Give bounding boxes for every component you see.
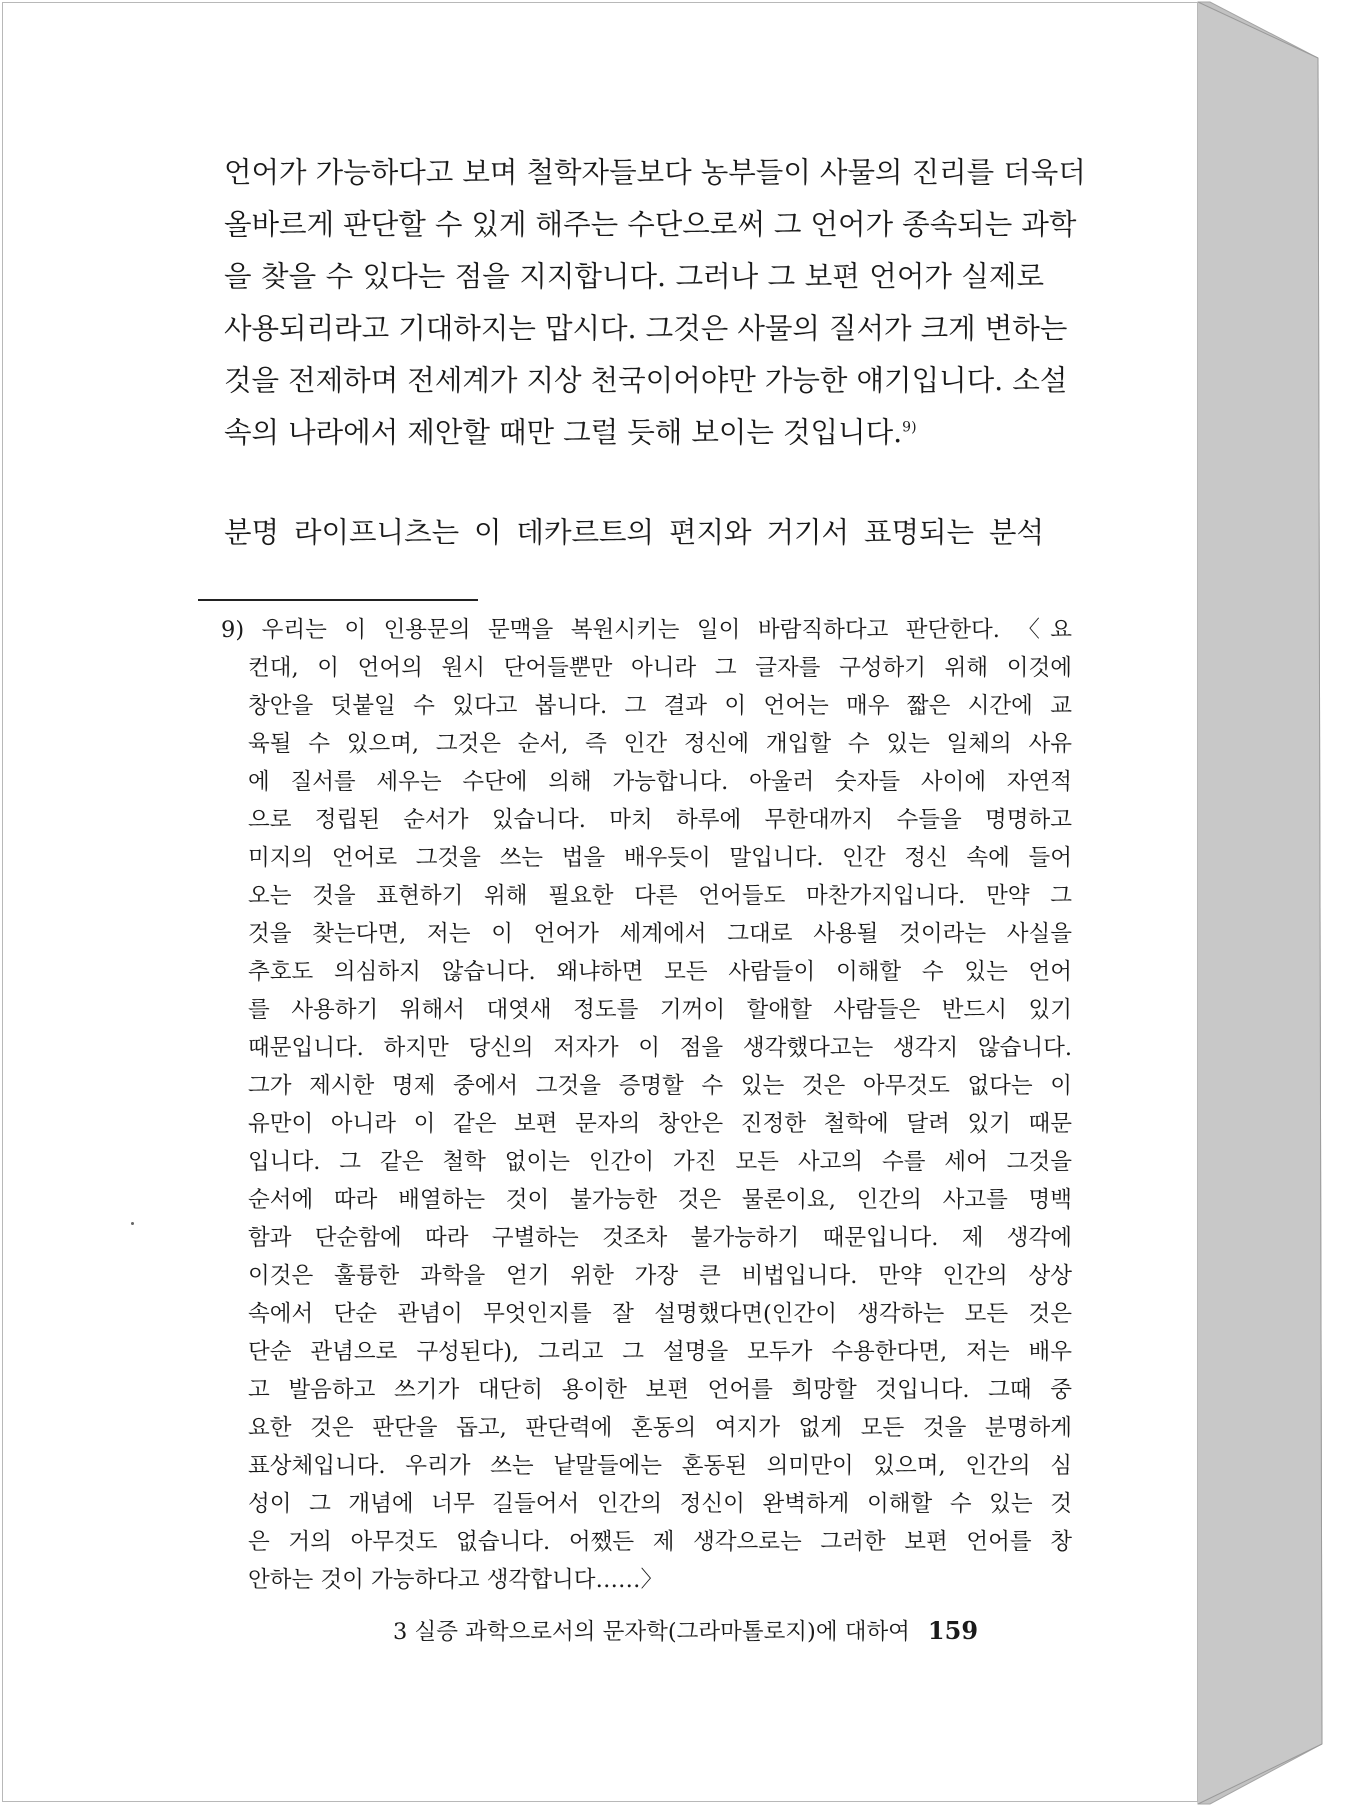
footnote-line: 이것은 훌륭한 과학을 얻기 위한 가장 큰 비법입니다. 만약 인간의 상상 <box>248 1263 1072 1289</box>
footnote-line: 은 거의 아무것도 없습니다. 어쨌든 제 생각으로는 그러한 보편 언어를 창 <box>248 1529 1072 1555</box>
footnote-line: 것을 찾는다면, 저는 이 언어가 세계에서 그대로 사용될 것이라는 사실을 <box>248 921 1072 947</box>
body-line <box>224 413 1044 453</box>
footnote-line: 단순 관념으로 구성된다), 그리고 그 설명을 모두가 수용한다면, 저는 배우 <box>248 1339 1072 1365</box>
body-line: 올바르게 판단할 수 있게 해주는 수단으로써 그 언어가 종속되는 과학 <box>224 208 1077 241</box>
footnote-line: 함과 단순함에 따라 구별하는 것조차 불가능하기 때문입니다. 제 생각에 <box>248 1225 1072 1251</box>
page-number: 159 <box>927 1616 979 1645</box>
footnote-line: 표상체입니다. 우리가 쓰는 낱말들에는 혼동된 의미만이 있으며, 인간의 심 <box>248 1453 1072 1479</box>
footnote-line: 를 사용하기 위해서 대엿새 정도를 기꺼이 할애할 사람들은 반드시 있기 <box>248 997 1072 1023</box>
footnote-line: 때문입니다. 하지만 당신의 저자가 이 점을 생각했다고는 생각지 않습니다. <box>248 1035 1072 1061</box>
footnote-line: 유만이 아니라 이 같은 보편 문자의 창안은 진정한 철학에 달려 있기 때문 <box>248 1111 1072 1137</box>
chapter-title: 3 실증 과학으로서의 문자학(그라마톨로지)에 대하여 <box>393 1619 910 1645</box>
body-line: 을 찾을 수 있다는 점을 지지합니다. 그러나 그 보편 언어가 실제로 <box>224 260 1044 293</box>
footnote-line: 컨대, 이 언어의 원시 단어들뿐만 아니라 그 글자를 구성하기 위해 이것에 <box>248 655 1072 681</box>
body-line: 분명 라이프니츠는 이 데카르트의 편지와 거기서 표명되는 분석 <box>224 516 1044 549</box>
footnote-line: 안하는 것이 가능하다고 생각합니다……〉 <box>248 1567 663 1593</box>
body-line: 사용되리라고 기대하지는 맙시다. 그것은 사물의 질서가 크게 변하는 <box>224 312 1068 345</box>
footnote-line: 추호도 의심하지 않습니다. 왜냐하면 모든 사람들이 이해할 수 있는 언어 <box>248 959 1072 985</box>
footnote-line: 에 질서를 세우는 수단에 의해 가능합니다. 아울러 숫자들 사이에 자연적 <box>248 769 1072 795</box>
running-footer <box>393 1613 1033 1649</box>
scan-speck <box>131 1222 134 1225</box>
body-line-text: 속의 나라에서 제안할 때만 그럴 듯해 보이는 것입니다. <box>224 416 903 449</box>
footnote-line: 순서에 따라 배열하는 것이 불가능한 것은 물론이요, 인간의 사고를 명백 <box>248 1187 1072 1213</box>
footnote-line: 입니다. 그 같은 철학 없이는 인간이 가진 모든 사고의 수를 세어 그것을 <box>248 1149 1072 1175</box>
footnote-line: 요한 것은 판단을 돕고, 판단력에 혼동의 여지가 없게 모든 것을 분명하게 <box>248 1415 1072 1441</box>
footnote-line: 고 발음하고 쓰기가 대단히 용이한 보편 언어를 희망할 것입니다. 그때 중 <box>248 1377 1072 1403</box>
book-page <box>2 2 1198 1802</box>
footnote-separator <box>198 599 478 601</box>
footnote-line <box>221 615 1072 645</box>
footnote-line: 미지의 언어로 그것을 쓰는 법을 배우듯이 말입니다. 인간 정신 속에 들어 <box>248 845 1072 871</box>
footnote-line: 속에서 단순 관념이 무엇인지를 잘 설명했다면(인간이 생각하는 모든 것은 <box>248 1301 1072 1327</box>
footnote-line: 으로 정립된 순서가 있습니다. 마치 하루에 무한대까지 수들을 명명하고 <box>248 807 1072 833</box>
footnote-line: 오는 것을 표현하기 위해 필요한 다른 언어들도 마찬가지입니다. 만약 그 <box>248 883 1072 909</box>
footnote-line-text: 우리는 이 인용문의 문맥을 복원시키는 일이 바람직하다고 판단한다. 〈요 <box>261 617 1073 643</box>
body-line: 것을 전제하며 전세계가 지상 천국이어야만 가능한 얘기입니다. 소설 <box>224 364 1068 397</box>
footnote-line: 성이 그 개념에 너무 길들어서 인간의 정신이 완벽하게 이해할 수 있는 것 <box>248 1491 1072 1517</box>
footnote-reference: 9) <box>902 419 917 436</box>
body-line: 언어가 가능하다고 보며 철학자들보다 농부들이 사물의 진리를 더욱더 <box>224 156 1086 189</box>
footnote-line: 창안을 덧붙일 수 있다고 봅니다. 그 결과 이 언어는 매우 짧은 시간에 교 <box>248 693 1072 719</box>
footnote-line: 그가 제시한 명제 중에서 그것을 증명할 수 있는 것은 아무것도 없다는 이 <box>248 1073 1072 1099</box>
footnote-line: 육될 수 있으며, 그것은 순서, 즉 인간 정신에 개입할 수 있는 일체의 사유 <box>248 731 1072 757</box>
footnote-number: 9) <box>221 617 245 643</box>
